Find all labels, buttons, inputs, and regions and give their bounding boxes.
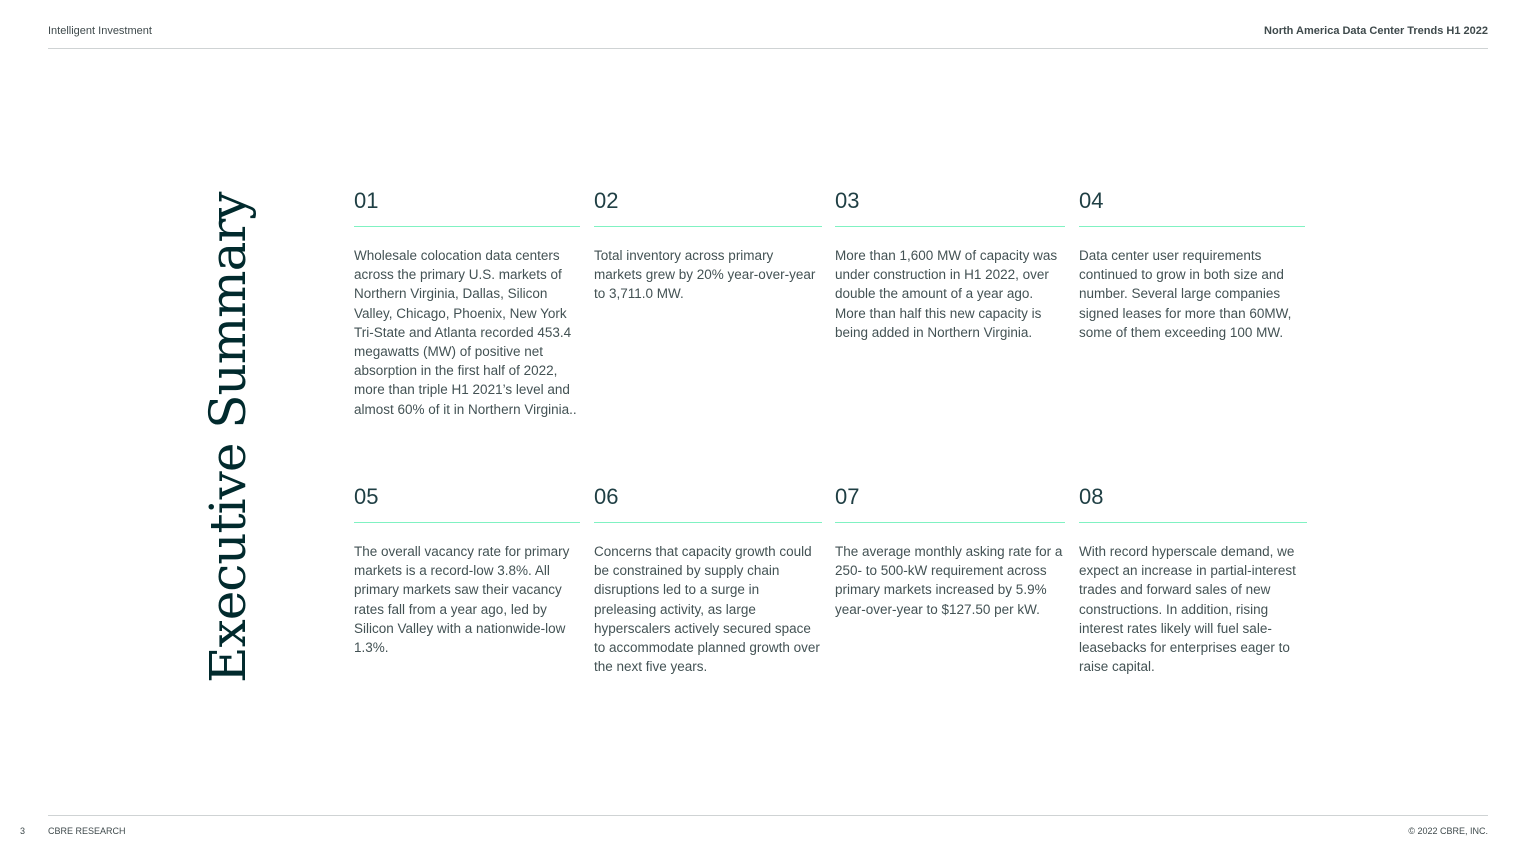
item-text: The overall vacancy rate for primary markets is a record-low 3.8%. All primary markets saw their vacancy rates fall from a year ago, led by Silicon Valley with a nationwide-low 1.3%. bbox=[354, 544, 570, 656]
item-divider bbox=[594, 522, 822, 523]
header-left-label: Intelligent Investment bbox=[48, 25, 152, 37]
summary-item-06 bbox=[594, 482, 822, 676]
item-divider bbox=[594, 226, 822, 227]
section-title: Executive Summary bbox=[199, 192, 257, 683]
item-divider bbox=[1079, 226, 1305, 227]
item-text: More than 1,600 MW of capacity was under construction in H1 2022, over double the amount of a year ago. More than half this new capacity is being added in Northern Virginia. bbox=[835, 248, 1058, 340]
item-number: 06 bbox=[594, 484, 619, 509]
item-text: With record hyperscale demand, we expect an increase in partial-interest trades and forward sales of new constructions. In addition, rising interest rates likely will fuel sale-leasebacks for enterprises eager to raise capital. bbox=[1079, 544, 1296, 675]
report-title: North America Data Center Trends H1 2022 bbox=[1264, 25, 1488, 37]
summary-item-04 bbox=[1079, 186, 1305, 342]
footer-source: CBRE RESEARCH bbox=[48, 826, 126, 836]
item-divider bbox=[354, 226, 580, 227]
page-number: 3 bbox=[20, 826, 26, 836]
item-divider bbox=[835, 522, 1065, 523]
item-text: Total inventory across primary markets grew by 20% year-over-year to 3,711.0 MW. bbox=[594, 248, 816, 302]
item-number: 08 bbox=[1079, 484, 1104, 509]
summary-item-07 bbox=[835, 482, 1065, 619]
item-number: 02 bbox=[594, 188, 619, 213]
item-text: Data center user requirements continued to grow in both size and number. Several large companies signed leases for more than 60MW, some of them exceeding 100 MW. bbox=[1079, 248, 1292, 340]
item-number: 05 bbox=[354, 484, 379, 509]
header-divider bbox=[48, 48, 1488, 49]
item-text: The average monthly asking rate for a 250- to 500-kW requirement across primary markets increased by 5.9% year-over-year to $127.50 per kW. bbox=[835, 544, 1063, 617]
summary-item-01 bbox=[354, 186, 580, 419]
summary-item-05 bbox=[354, 482, 580, 657]
footer-divider bbox=[48, 815, 1488, 816]
item-number: 01 bbox=[354, 188, 379, 213]
summary-item-08 bbox=[1079, 482, 1307, 676]
summary-item-03 bbox=[835, 186, 1065, 342]
item-divider bbox=[1079, 522, 1307, 523]
summary-item-02 bbox=[594, 186, 822, 304]
item-number: 04 bbox=[1079, 188, 1104, 213]
item-text: Concerns that capacity growth could be constrained by supply chain disruptions led to a surge in preleasing activity, as large hyperscalers actively secured space to accommodate planned growth over the next five years. bbox=[594, 544, 820, 675]
item-text: Wholesale colocation data centers across the primary U.S. markets of Northern Virginia, Dallas, Silicon Valley, Chicago, Phoenix, New York Tri-State and Atlanta recorded 453.4 megawatts (MW) of positive net absorption in the first half of 2022, more than triple H1 2021’s level and almost 60% of it in Northern Virginia.. bbox=[354, 248, 577, 417]
item-divider bbox=[835, 226, 1065, 227]
item-number: 03 bbox=[835, 188, 860, 213]
item-divider bbox=[354, 522, 580, 523]
footer-copyright: © 2022 CBRE, INC. bbox=[1408, 826, 1488, 836]
section-title-container bbox=[196, 188, 260, 683]
item-number: 07 bbox=[835, 484, 860, 509]
